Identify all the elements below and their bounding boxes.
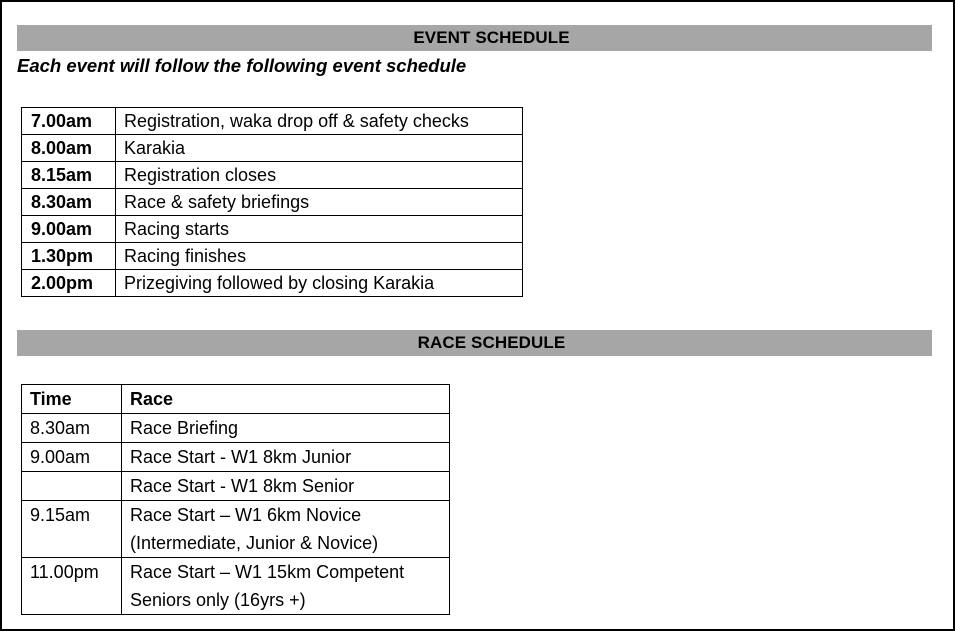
event-activity-cell: Registration closes <box>116 162 523 189</box>
race-name-line: Race Start – W1 6km Novice <box>130 505 362 525</box>
race-name-cell <box>122 443 450 472</box>
event-time-cell: 8.00am <box>22 135 116 162</box>
race-schedule-table <box>21 384 450 615</box>
event-time-cell: 7.00am <box>22 108 116 135</box>
event-time-cell: 1.30pm <box>22 243 116 270</box>
time-column-header: Time <box>22 385 122 414</box>
race-name-line: Race Briefing <box>130 418 239 438</box>
race-name-cell <box>122 472 450 501</box>
table-row <box>22 108 523 135</box>
event-activity-cell: Registration, waka drop off & safety checks <box>116 108 523 135</box>
race-name-line: Race Start - W1 8km Senior <box>130 476 355 496</box>
race-name-cell <box>122 414 450 443</box>
race-time-cell: 9.00am <box>22 443 122 472</box>
table-row <box>22 472 450 501</box>
race-time-cell: 9.15am <box>22 501 122 558</box>
race-name-line: (Intermediate, Junior & Novice) <box>130 533 379 553</box>
event-schedule-subtitle: Each event will follow the following event schedule <box>17 55 467 76</box>
table-row <box>22 243 523 270</box>
event-time-cell: 2.00pm <box>22 270 116 297</box>
table-row <box>22 135 523 162</box>
race-column-header: Race <box>122 385 450 414</box>
race-name-cell <box>122 501 450 558</box>
race-name-line: Seniors only (16yrs +) <box>130 590 306 610</box>
race-time-cell: 11.00pm <box>22 558 122 615</box>
race-schedule-header: RACE SCHEDULE <box>17 330 932 356</box>
event-activity-cell: Racing finishes <box>116 243 523 270</box>
race-name-cell <box>122 558 450 615</box>
event-time-cell: 8.15am <box>22 162 116 189</box>
table-row <box>22 216 523 243</box>
table-row <box>22 189 523 216</box>
table-row <box>22 501 450 558</box>
event-activity-cell: Racing starts <box>116 216 523 243</box>
table-row <box>22 162 523 189</box>
race-name-line: Race Start – W1 15km Competent <box>130 562 405 582</box>
race-time-cell: 8.30am <box>22 414 122 443</box>
event-schedule-table <box>21 107 523 297</box>
event-schedule-header: EVENT SCHEDULE <box>17 25 932 51</box>
event-time-cell: 9.00am <box>22 216 116 243</box>
table-row <box>22 414 450 443</box>
race-name-line: Race Start - W1 8km Junior <box>130 447 352 467</box>
event-activity-cell: Race & safety briefings <box>116 189 523 216</box>
race-time-cell <box>22 472 122 501</box>
table-row <box>22 558 450 615</box>
event-time-cell: 8.30am <box>22 189 116 216</box>
table-row <box>22 443 450 472</box>
table-row <box>22 270 523 297</box>
event-activity-cell: Prizegiving followed by closing Karakia <box>116 270 523 297</box>
event-activity-cell: Karakia <box>116 135 523 162</box>
table-header-row <box>22 385 450 414</box>
